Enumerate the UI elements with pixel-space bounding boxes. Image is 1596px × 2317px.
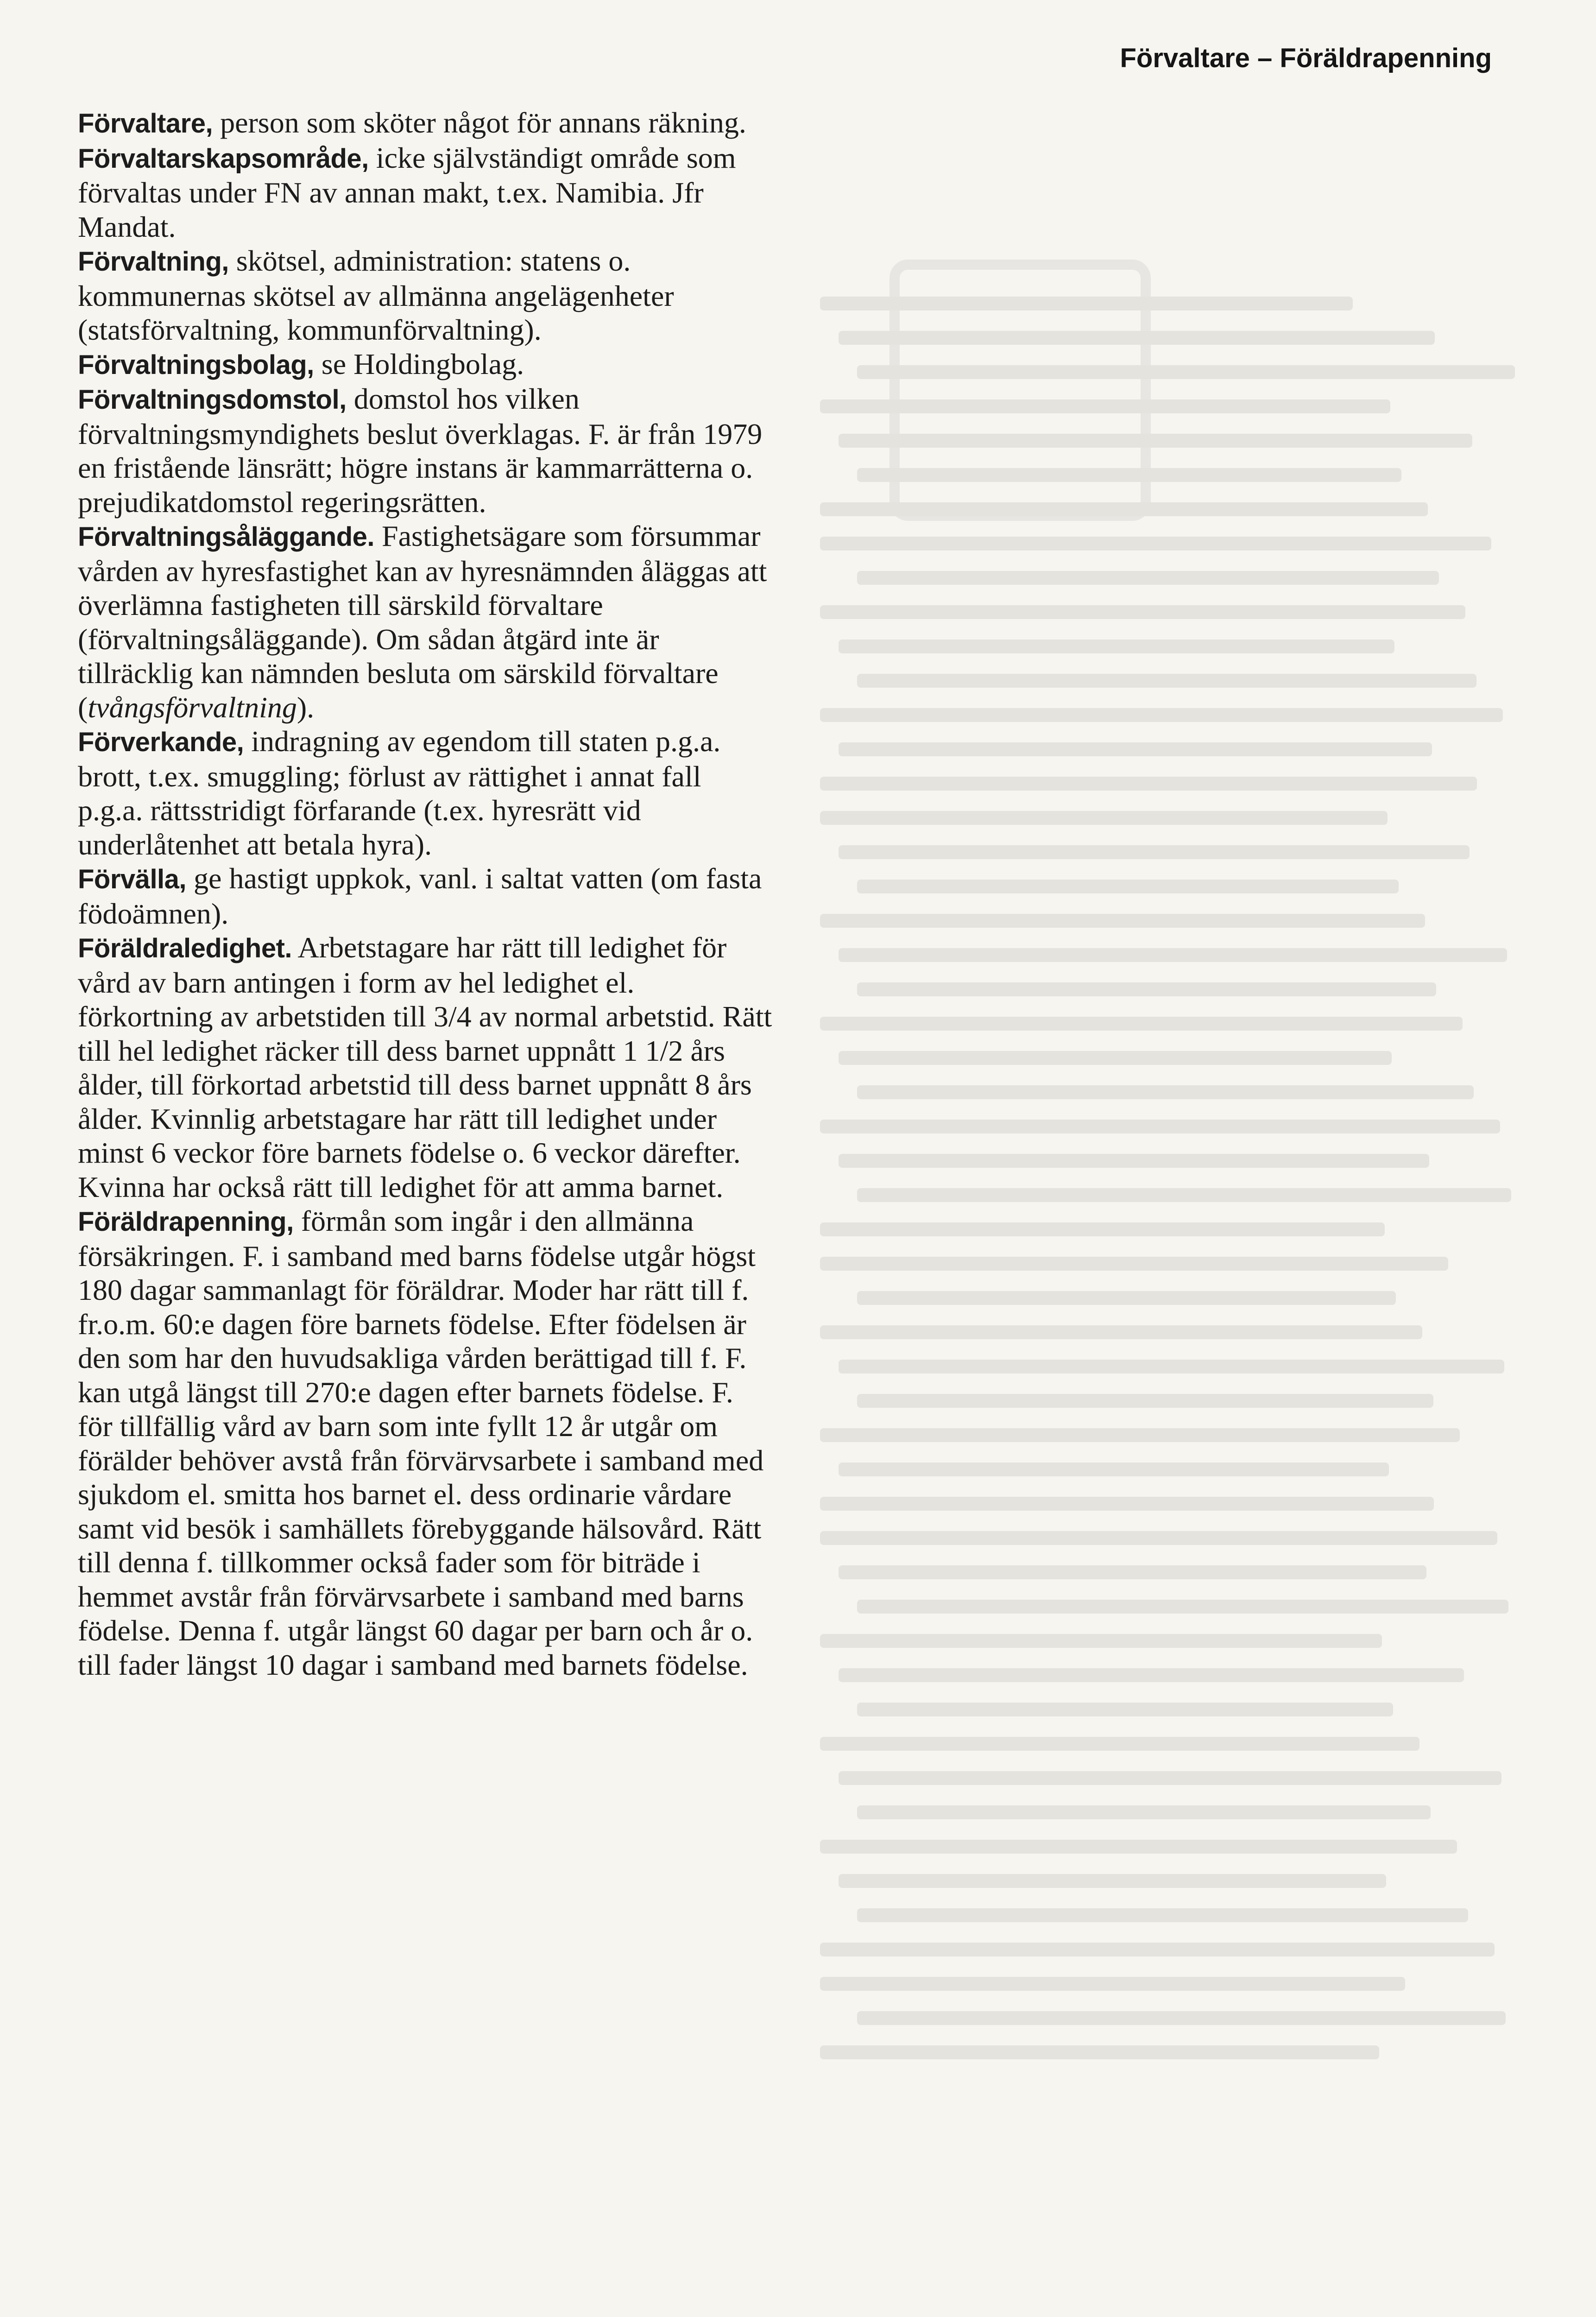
ghost-text-line [839,639,1394,653]
ghost-text-line [839,742,1432,756]
ghost-text-line [857,1600,1508,1614]
ghost-text-line [820,1428,1460,1442]
ghost-text-line [839,1154,1429,1168]
entry-text: domstol hos vilken förvaltningsmyndighets beslut överklagas. F. är från 1979 en fristående länsrätt; högre instans är kammarrätterna o. prejudikatdomstol regeringsrätten. [78,382,763,519]
entry-forvaltare [78,106,773,141]
ghost-text-line [857,365,1515,379]
reverse-side-show-through [820,260,1524,2317]
entry-forvaltningsbolag [78,347,773,382]
entry-term: Föräldrapenning, [78,1207,294,1237]
ghost-text-line [839,1771,1501,1785]
entry-term: Förvaltningsåläggande. [78,522,374,552]
ghost-text-line [820,1531,1497,1545]
ghost-text-line [857,1291,1396,1305]
ghost-text-line [839,1462,1389,1476]
ghost-text-line [839,331,1435,345]
ghost-text-line [839,845,1470,859]
ghost-text-line [820,2045,1379,2059]
dictionary-column [78,106,773,1682]
ghost-text-line [857,1703,1393,1716]
ghost-text-line [857,674,1476,688]
entry-text: skötsel, administration: statens o. kommunernas skötsel av allmänna angelägenheter (statsförvaltning, kommunförvaltning). [78,244,674,346]
ghost-text-line [820,1257,1448,1271]
ghost-text-line [839,1874,1386,1888]
ghost-text-line [820,502,1428,516]
ghost-text-line [820,605,1465,619]
ghost-text-line [820,1325,1422,1339]
entry-term: Förvaltning, [78,247,229,277]
ghost-text-line [820,1120,1500,1133]
ghost-text-line [857,2011,1506,2025]
ghost-text-line [857,571,1439,585]
ghost-text-line [820,1017,1463,1031]
entry-term: Förvaltningsbolag, [78,349,314,380]
ghost-text-line [857,1085,1474,1099]
ghost-text-line [820,1977,1405,1991]
entry-foraldraledighet [78,931,773,1204]
entry-text: icke självständigt område som förvaltas under FN av annan makt, t.ex. Namibia. Jfr Mandat. [78,141,736,243]
ghost-text-line [839,1668,1464,1682]
ghost-text-line [857,468,1401,482]
ghost-text-line [839,1051,1392,1065]
entry-forvaltarskapsomrade [78,141,773,244]
entry-text-end: ). [296,690,315,724]
entry-forvaltningsdomstol [78,382,773,519]
ghost-text-line [820,811,1388,825]
entry-text: förmån som ingår i den allmänna försäkringen. F. i samband med barns födelse utgår högst 180 dagar sammanlagt för föräldrar. Moder har rätt till f. fr.o.m. 60:e dagen före barnets födelse. Efter födelsen är den som har den huvudsakliga vården berättigad till f. F. kan utgå längst till 270:e dagen efter barnets födelse. F. för tillfällig vård av barn som inte fyllt 12 år utgår om förälder behöver avstå från förvärvsarbete i samband med sjukdom el. smitta hos barnet el. dess ordinarie vårdare samt vid besök i samhällets förebyggande hälsovård. Rätt till denna f. tillkommer också fader som för biträde i hemmet avstår från förvärvsarbete i samband med barns födelse. Denna f. utgår längst 60 dagar per barn och år o. till fader längst 10 dagar i samband med barnets födelse. [78,1204,764,1681]
entry-forvaltning [78,244,773,347]
ghost-text-line [820,1634,1382,1648]
entry-text: se Holdingbolag. [314,347,524,380]
entry-italic-term: tvångsförvaltning [88,690,297,724]
entry-term: Förvaltningsdomstol, [78,385,347,415]
entry-text: ge hastigt uppkok, vanl. i saltat vatten (om fasta födoämnen). [78,862,762,930]
ghost-text-line [820,1497,1434,1511]
ghost-text-line [820,1943,1495,1956]
ghost-text-line [857,1394,1433,1408]
ghost-text-line [857,1908,1468,1922]
running-head: Förvaltare – Föräldrapenning [1120,43,1492,73]
ghost-text-line [857,982,1436,996]
ghost-text-line [857,1188,1511,1202]
entry-text: Fastighetsägare som försummar vården av hyresfastighet kan av hyresnämnden åläggas att överlämna fastigheten till särskild förvaltare (förvaltningsåläggande). Om sådan åtgärd inte är tillräcklig kan nämnden besluta om särskild förvaltare ( [78,519,767,724]
entry-foraldrapenning [78,1204,773,1682]
ghost-text-line [857,1805,1431,1819]
ghost-text-line [820,914,1425,928]
entry-term: Förvaltare, [78,108,213,139]
ghost-text-line [820,1840,1457,1854]
entry-forvalla [78,861,773,931]
entry-text: person som sköter något för annans räkning. [213,106,746,139]
ghost-text-line [820,537,1491,551]
ghost-text-line [820,708,1503,722]
entry-term: Förvaltarskapsområde, [78,143,369,174]
ghost-text-line [839,948,1507,962]
entry-text: indragning av egendom till staten p.g.a. brott, t.ex. smuggling; förlust av rättighet i annat fall p.g.a. rättsstridigt förfarande (t.ex. hyresrätt vid underlåtenhet att betala hyra). [78,725,721,861]
ghost-text-line [820,1737,1419,1751]
entry-term: Förvälla, [78,864,187,894]
ghost-text-line [839,1565,1426,1579]
entry-term: Föräldraledighet. [78,933,292,963]
ghost-text-line [857,880,1399,893]
ghost-text-line [839,1360,1504,1374]
ghost-text-line [839,434,1472,448]
entry-forverkande [78,724,773,861]
entry-forvaltningsalaggande [78,519,773,724]
ghost-text-line [820,1222,1385,1236]
entry-term: Förverkande, [78,727,244,757]
ghost-text-line [820,777,1477,791]
entry-text: Arbetstagare har rätt till ledighet för vård av barn antingen i form av hel ledighet el. förkortning av arbetstiden till 3/4 av normal arbetstid. Rätt till hel ledighet räcker till dess barnet uppnått 1 1/2 års ålder, till förkortad arbetstid till dess barnet uppnått 8 års ålder. Kvinnlig arbetstagare har rätt till ledighet under minst 6 veckor före barnets födelse o. 6 veckor därefter. Kvinna har också rätt till ledighet för att amma barnet. [78,931,772,1203]
ghost-text-line [820,297,1353,310]
ghost-text-line [820,399,1390,413]
